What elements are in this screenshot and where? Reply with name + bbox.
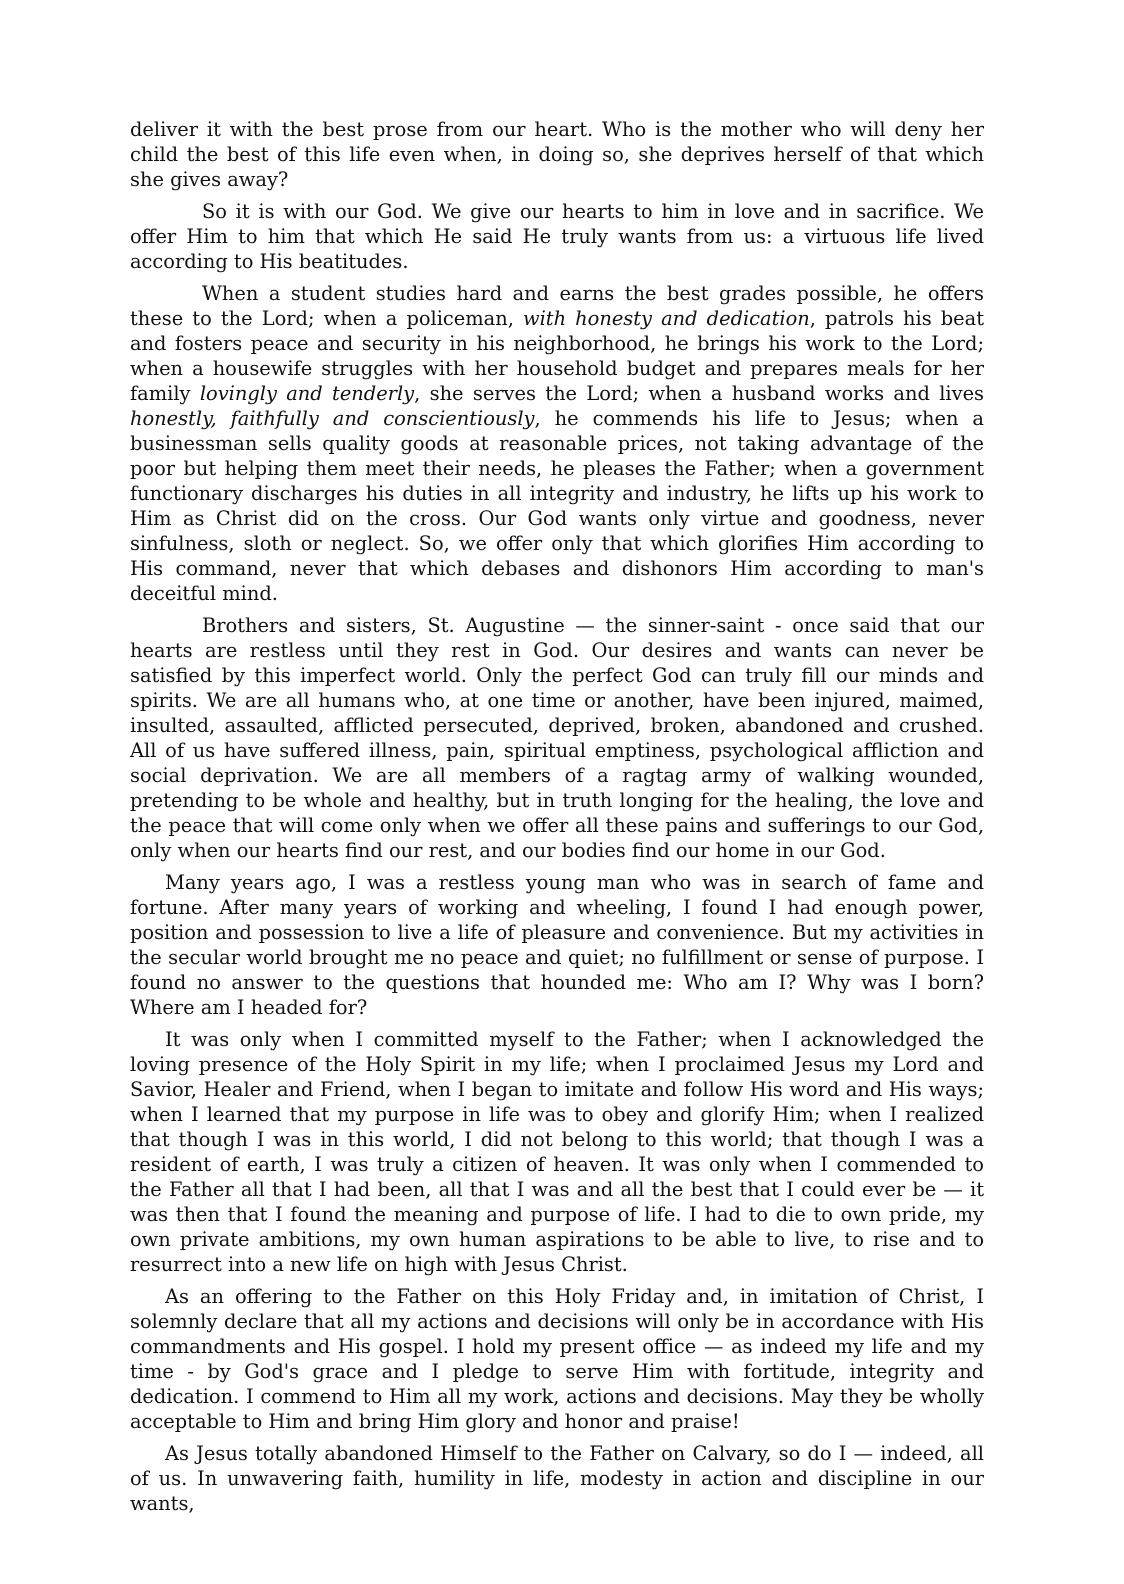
- paragraph-4: [130, 613, 984, 863]
- paragraph-1: [130, 117, 984, 192]
- italic-phrase: honestly, faithfully and conscientiously: [130, 407, 535, 430]
- text-run: As Jesus totally abandoned Himself to the Father on Calvary, so do I — indeed, all of us. In unwavering faith, humility in life, modesty in action and discipline in our wants,: [130, 1442, 984, 1515]
- paragraph-2: [130, 199, 984, 274]
- italic-phrase: with honesty and dedication: [522, 307, 810, 330]
- paragraph-5: [130, 870, 984, 1020]
- text-run: , she serves the Lord; when a husband works and lives: [414, 382, 985, 405]
- text-run: So it is with our God. We give our hearts to him in love and in sacrifice. We offer Him to him that which He said He truly wants from us: a virtuous life lived according to His beatitudes.: [130, 200, 984, 273]
- text-run: As an offering to the Father on this Holy Friday and, in imitation of Christ, I solemnly declare that all my actions and decisions will only be in accordance with His commandments and His gospel. I hold my present office — as indeed my life and my time - by God's grace and I pledge to serve Him with fortitude, integrity and dedication. I commend to Him all my work, actions and decisions. May they be wholly acceptable to Him and bring Him glory and honor and praise!: [130, 1285, 984, 1433]
- text-run: deliver it with the best prose from our heart. Who is the mother who will deny her child the best of this life even when, in doing so, she deprives herself of that which she gives away?: [130, 118, 984, 191]
- text-run: , patrols his beat and fosters peace and security in his neighborhood, he brings his work to the Lord; when a housewife struggles with her household budget and prepares meals for her family: [130, 307, 985, 405]
- document-page: [130, 117, 984, 1523]
- italic-phrase: lovingly and tenderly: [199, 382, 415, 405]
- text-run: When a student studies hard and earns the best grades possible, he offers these to the Lord; when a policeman,: [130, 282, 984, 330]
- text-run: It was only when I committed myself to the Father; when I acknowledged the loving presence of the Holy Spirit in my life; when I proclaimed Jesus my Lord and Savior, Healer and Friend, when I began to imitate and follow His word and His ways; when I learned that my purpose in life was to obey and glorify Him; when I realized that though I was in this world, I did not belong to this world; that though I was a resident of earth, I was truly a citizen of heaven. It was only when I commended to the Father all that I had been, all that I was and all the best that I could ever be — it was then that I found the meaning and purpose of life. I had to die to own pride, my own private ambitions, my own human aspirations to be able to live, to rise and to resurrect into a new life on high with Jesus Christ.: [130, 1028, 984, 1276]
- text-run: Many years ago, I was a restless young man who was in search of fame and fortune. After many years of working and wheeling, I found I had enough power, position and possession to live a life of pleasure and convenience. But my activities in the secular world brought me no peace and quiet; no fulfillment or sense of purpose. I found no answer to the questions that hounded me: Who am I? Why was I born? Where am I headed for?: [130, 871, 984, 1019]
- text-run: Brothers and sisters, St. Augustine — the sinner-saint - once said that our hearts are restless until they rest in God. Our desires and wants can never be satisfied by this imperfect world. Only the perfect God can truly fill our minds and spirits. We are all humans who, at one time or another, have been injured, maimed, insulted, assaulted, afflicted persecuted, deprived, broken, abandoned and crushed. All of us have suffered illness, pain, spiritual emptiness, psychological affliction and social deprivation. We are all members of a ragtag army of walking wounded, pretending to be whole and healthy, but in truth longing for the healing, the love and the peace that will come only when we offer all these pains and sufferings to our God, only when our hearts find our rest, and our bodies find our home in our God.: [130, 614, 984, 862]
- paragraph-7: [130, 1284, 984, 1434]
- text-run: , he commends his life to Jesus; when a businessman sells quality goods at reasonable prices, not taking advantage of the poor but helping them meet their needs, he pleases the Father; when a government functionary discharges his duties in all integrity and industry, he lifts up his work to Him as Christ did on the cross. Our God wants only virtue and goodness, never sinfulness, sloth or neglect. So, we offer only that which glorifies Him according to His command, never that which debases and dishonors Him according to man's deceitful mind.: [130, 407, 984, 605]
- paragraph-6: [130, 1027, 984, 1277]
- paragraph-8: [130, 1441, 984, 1516]
- paragraph-3: [130, 281, 984, 606]
